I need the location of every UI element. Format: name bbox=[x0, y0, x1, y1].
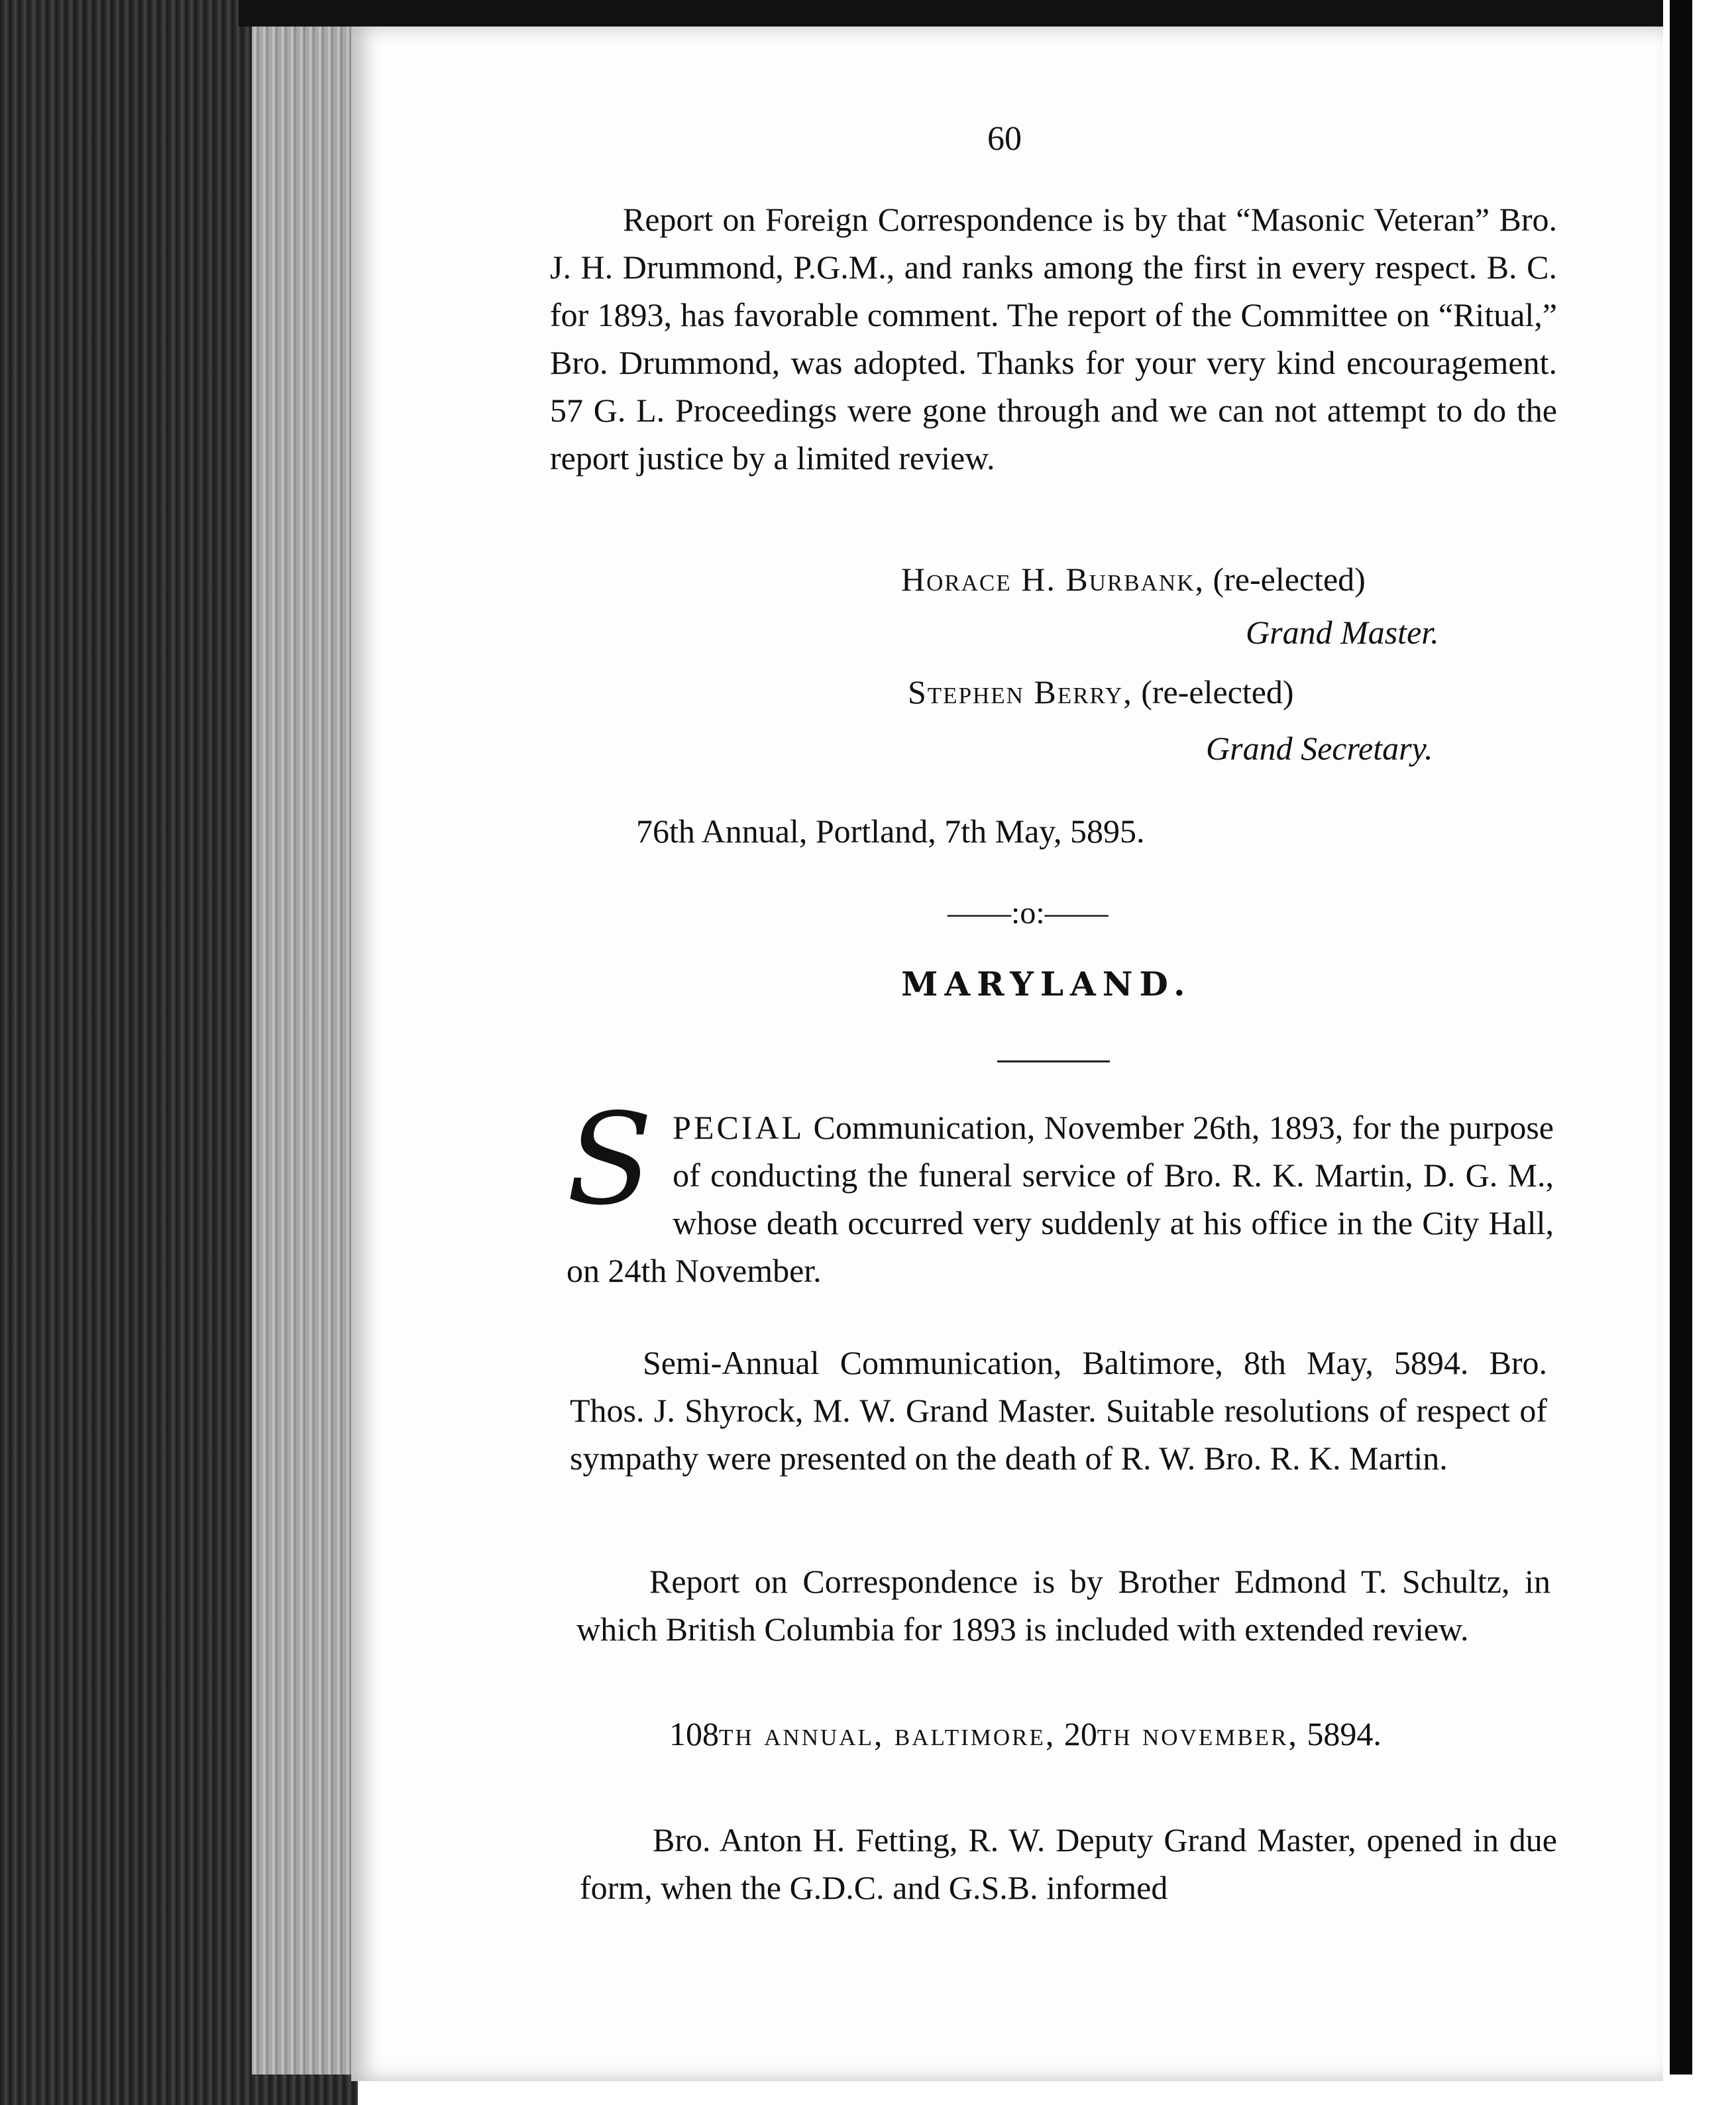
book-top-shadow bbox=[239, 0, 1663, 27]
page-number: 60 bbox=[987, 120, 1022, 158]
annual-108-line bbox=[576, 1710, 1550, 1758]
special-rest-text: Communication, November 26th, 1893, for the purpose of conducting the funeral service of Bro. R. K. Martin, D. G. M., whose death occurred very suddenly at his office in the City Hall, on 24th November. bbox=[567, 1109, 1554, 1289]
annual-number: 108 bbox=[669, 1715, 719, 1752]
heading-divider bbox=[997, 1060, 1110, 1062]
signature-grand-master bbox=[901, 560, 1366, 598]
signature-name: Stephen Berry, bbox=[908, 673, 1133, 711]
section-heading-maryland: MARYLAND. bbox=[901, 964, 1192, 1003]
signature-title-grand-master: Grand Master. bbox=[1246, 614, 1439, 651]
right-edge-bar bbox=[1670, 0, 1692, 2075]
signature-name: Horace H. Burbank, bbox=[901, 561, 1205, 598]
section-ornament: ——:o:—— bbox=[948, 895, 1109, 931]
paragraph-text: Bro. Anton H. Fetting, R. W. Deputy Grand Master, opened in due form, when the G.D.C. and G.S.B. informed bbox=[580, 1821, 1557, 1906]
annual-month: th november, bbox=[1097, 1715, 1299, 1752]
drop-cap-letter: S bbox=[567, 1086, 653, 1233]
signature-title-grand-secretary: Grand Secretary. bbox=[1206, 730, 1433, 767]
special-first-word: PECIAL bbox=[673, 1109, 805, 1146]
paragraph-anton-fetting bbox=[580, 1816, 1557, 1911]
paragraph-special-communication bbox=[567, 1086, 1554, 1294]
annual-76-line: 76th Annual, Portland, 7th May, 5895. bbox=[636, 813, 1145, 850]
paragraph-text: Report on Foreign Correspondence is by that “Masonic Veteran” Bro. J. H. Drummond, P.G.M., and ranks among the first in every respect. B. C. for 1893, has favorable comment. The report of the Committee on “Ritual,” Bro. Drummond, was adopted. Thanks for your very kind encouragement. 57 G. L. Proceedings were gone through and we can not attempt to do the report justice by a limited review. bbox=[550, 201, 1557, 477]
paragraph-text: Report on Correspondence is by Brother Edmond T. Schultz, in which British Columbia for 1893 is included with extended review. bbox=[576, 1563, 1550, 1648]
book-page-stack bbox=[252, 27, 351, 2075]
signature-grand-secretary bbox=[908, 673, 1294, 711]
annual-year: 5894. bbox=[1298, 1715, 1382, 1752]
annual-day: 20 bbox=[1056, 1715, 1097, 1752]
paragraph-foreign-correspondence bbox=[550, 196, 1557, 482]
paragraph-report-correspondence bbox=[576, 1558, 1550, 1653]
paragraph-text: Semi-Annual Communication, Baltimore, 8th May, 5894. Bro. Thos. J. Shyrock, M. W. Grand Master. Suitable resolutions of respect of sympathy were presented on the death of R. W. Bro. R. K. Martin. bbox=[570, 1344, 1547, 1477]
annual-text: th annual, baltimore, bbox=[719, 1715, 1056, 1752]
signature-note: (re-elected) bbox=[1141, 673, 1294, 711]
signature-note: (re-elected) bbox=[1213, 561, 1366, 598]
paragraph-semi-annual bbox=[570, 1339, 1547, 1482]
